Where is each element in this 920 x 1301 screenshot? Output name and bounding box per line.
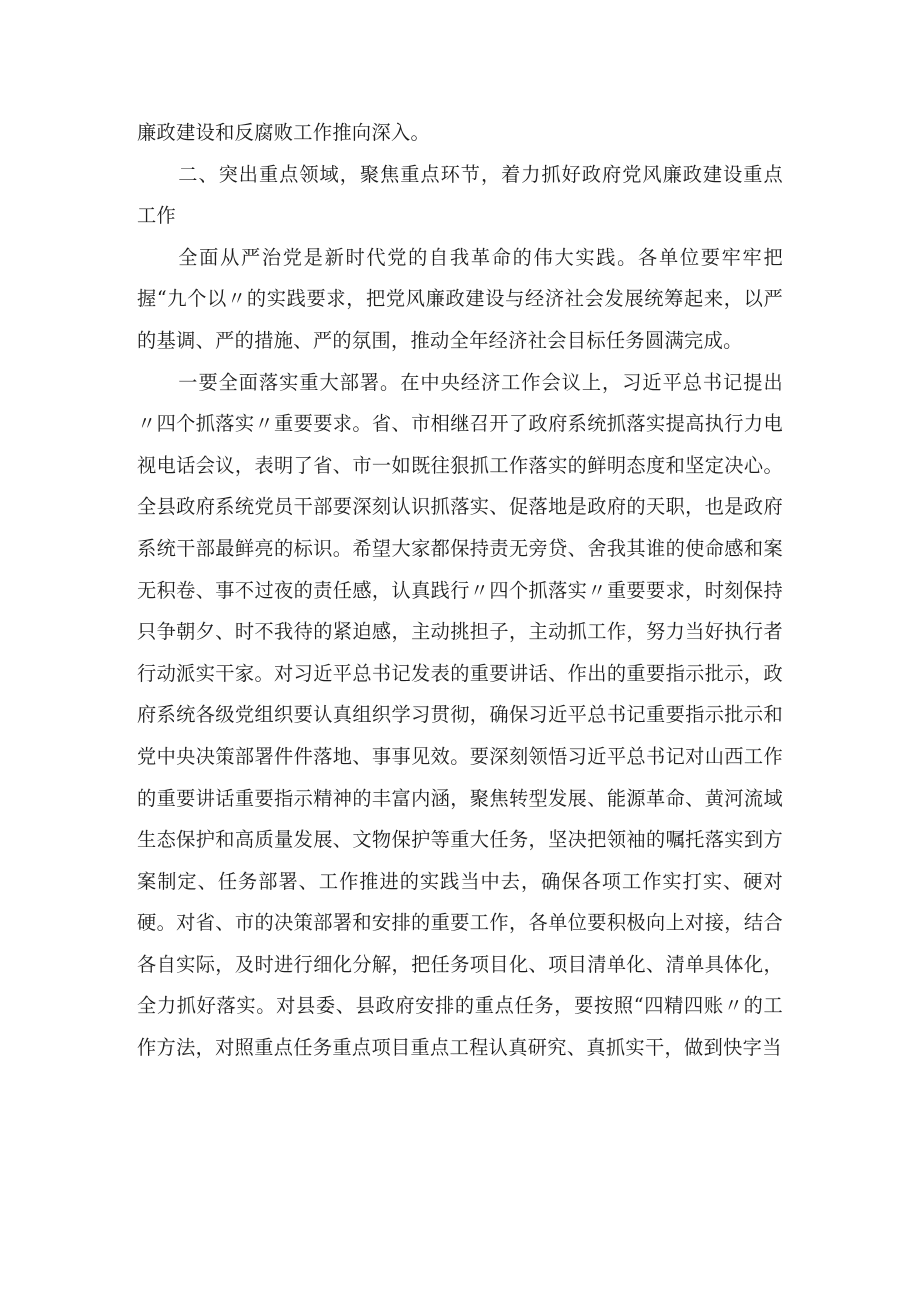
paragraph-intro: 全面从严治党是新时代党的自我革命的伟大实践。各单位要牢牢把握“九个以〃的实践要求，把党风廉政建设与经济社会发展统筹起来，以严的基调、严的措施、严的氛围，推动全年经济社会目标任务圆满完成。 [137,245,783,352]
document-body [137,112,783,1069]
paragraph-continuation: 廉政建设和反腐败工作推向深入。 [137,121,431,144]
section-heading: 二、突出重点领域，聚焦重点环节，着力抓好政府党风廉政建设重点工作 [137,162,783,228]
paragraph-main: 一要全面落实重大部署。在中央经济工作会议上，习近平总书记提出〃四个抓落实〃重要要求。省、市相继召开了政府系统抓落实提高执行力电视电话会议，表明了省、市一如既往狠抓工作落实的鲜明态度和坚定决心。全县政府系统党员干部要深刻认识抓落实、促落地是政府的天职，也是政府系统干部最鲜亮的标识。希望大家都保持责无旁贷、舍我其谁的使命感和案无积卷、事不过夜的责任感，认真践行〃四个抓落实〃重要要求，时刻保持只争朝夕、时不我待的紧迫感，主动挑担子，主动抓工作，努力当好执行者行动派实干家。对习近平总书记发表的重要讲话、作出的重要指示批示，政府系统各级党组织要认真组织学习贯彻，确保习近平总书记重要指示批示和党中央决策部署件件落地、事事见效。要深刻领悟习近平总书记对山西工作的重要讲话重要指示精神的丰富内涵，聚焦转型发展、能源革命、黄河流域生态保护和高质量发展、文物保护等重大任务，坚决把领袖的嘱托落实到方案制定、任务部署、工作推进的实践当中去，确保各项工作实打实、硬对硬。对省、市的决策部署和安排的重要工作，各单位要积极向上对接，结合各自实际，及时进行细化分解，把任务项目化、项目清单化、清单具体化，全力抓好落实。对县委、县政府安排的重点任务，要按照“四精四账〃的工作方法，对照重点任务重点项目重点工程认真研究、真抓实干，做到快字当 [137,370,783,1060]
